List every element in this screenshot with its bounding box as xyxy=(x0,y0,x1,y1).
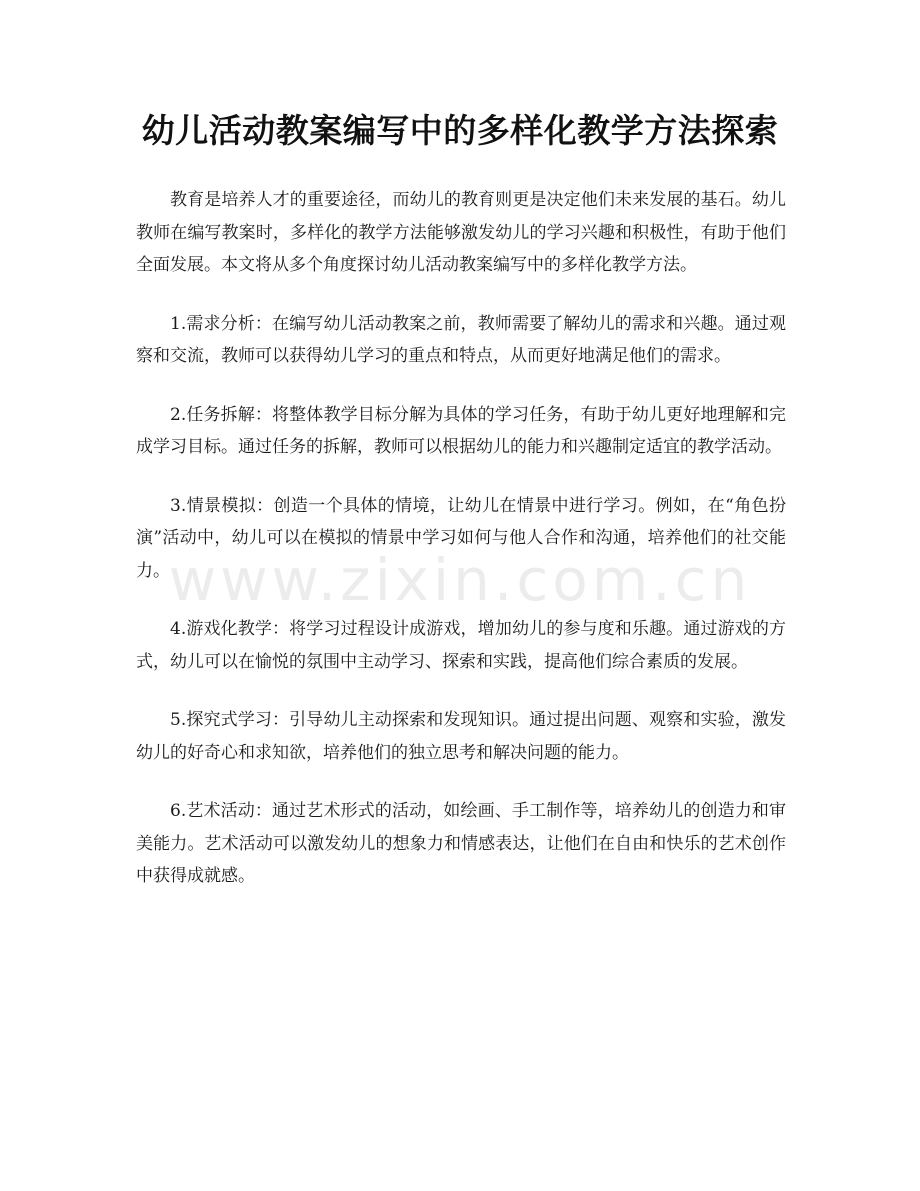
intro-paragraph: 教育是培养人才的重要途径，而幼儿的教育则更是决定他们未来发展的基石。幼儿教师在编写教案时，多样化的教学方法能够激发幼儿的学习兴趣和积极性，有助于他们全面发展。本文将从多个角度探讨幼儿活动教案编写中的多样化教学方法。 xyxy=(136,190,786,275)
document-body xyxy=(136,184,786,919)
section-paragraph-needs-analysis: 1.需求分析：在编写幼儿活动教案之前，教师需要了解幼儿的需求和兴趣。通过观察和交流，教师可以获得幼儿学习的重点和特点，从而更好地满足他们的需求。 xyxy=(136,313,786,366)
section-paragraph-task-breakdown: 2.任务拆解：将整体教学目标分解为具体的学习任务，有助于幼儿更好地理解和完成学习目标。通过任务的拆解，教师可以根据幼儿的能力和兴趣制定适宜的教学活动。 xyxy=(136,404,786,457)
section-paragraph-gamified-teaching: 4.游戏化教学：将学习过程设计成游戏，增加幼儿的参与度和乐趣。通过游戏的方式，幼儿可以在愉悦的氛围中主动学习、探索和实践，提高他们综合素质的发展。 xyxy=(136,619,786,672)
section-paragraph-scenario-simulation: 3.情景模拟：创造一个具体的情境，让幼儿在情景中进行学习。例如，在“角色扮演”活动中，幼儿可以在模拟的情景中学习如何与他人合作和沟通，培养他们的社交能力。 xyxy=(136,495,786,581)
section-paragraph-art-activities: 6.艺术活动：通过艺术形式的活动，如绘画、手工制作等，培养幼儿的创造力和审美能力。艺术活动可以激发幼儿的想象力和情感表达，让他们在自由和快乐的艺术创作中获得成就感。 xyxy=(136,801,786,886)
watermark: www.zixin.com.cn xyxy=(168,546,752,614)
section-paragraph-inquiry-learning: 5.探究式学习：引导幼儿主动探索和发现知识。通过提出问题、观察和实验，激发幼儿的好奇心和求知欲，培养他们的独立思考和解决问题的能力。 xyxy=(136,710,786,763)
document-title: 幼儿活动教案编写中的多样化教学方法探索 xyxy=(141,111,779,150)
